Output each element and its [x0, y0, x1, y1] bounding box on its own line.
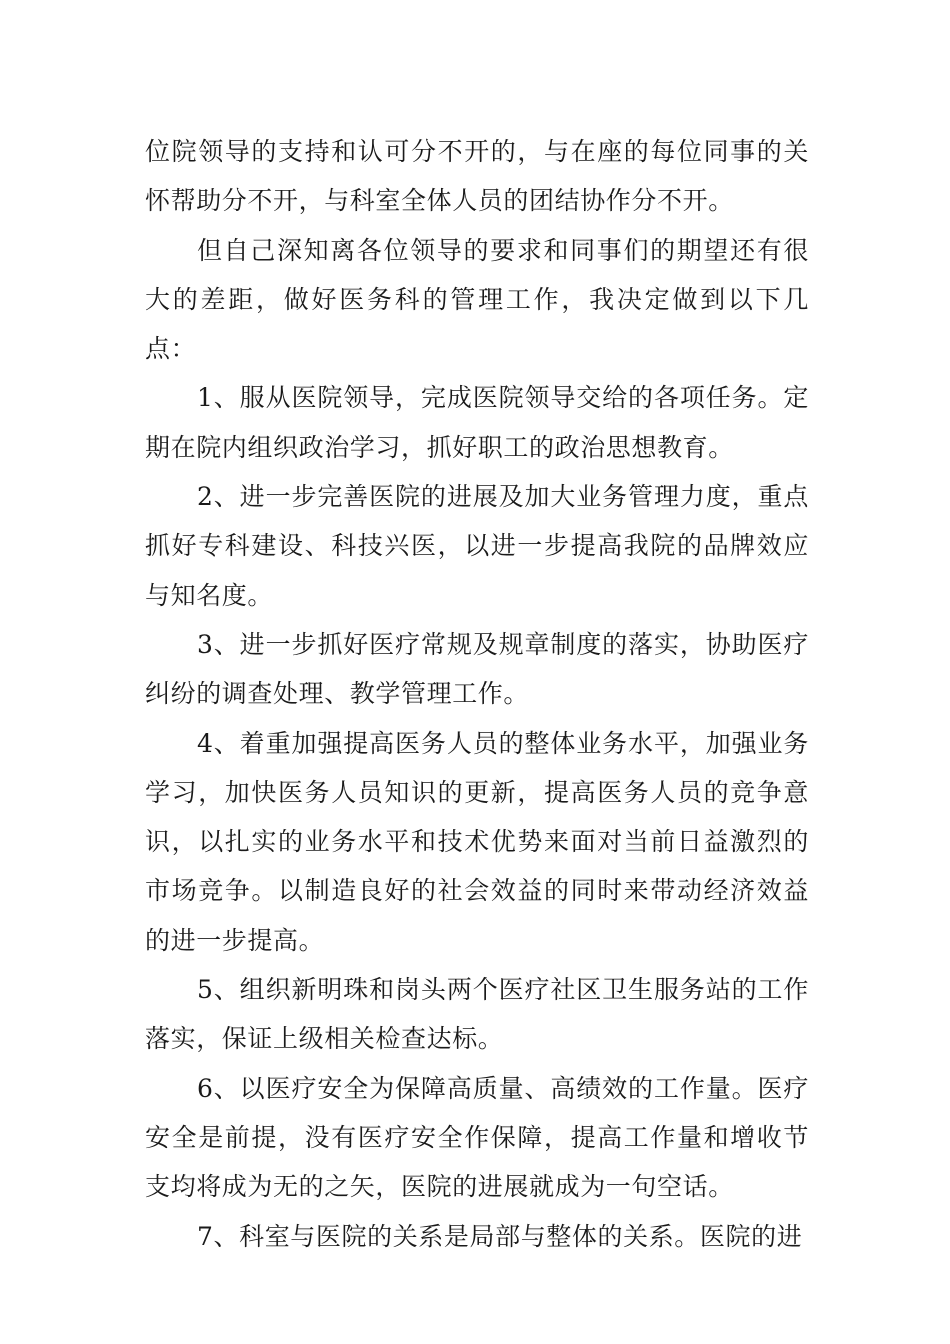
paragraph-item-1: 1、服从医院领导，完成医院领导交给的各项任务。定期在院内组织政治学习，抓好职工的政治思想教育。: [145, 383, 809, 462]
paragraph-item-3: 3、进一步抓好医疗常规及规章制度的落实，协助医疗纠纷的调查处理、教学管理工作。: [145, 629, 809, 709]
paragraph-item-2: 2、进一步完善医院的进展及加大业务管理力度，重点抓好专科建设、科技兴医，以进一步提高我院的品牌效应与知名度。: [145, 482, 809, 610]
paragraph-item-6: 6、以医疗安全为保障高质量、高绩效的工作量。医疗安全是前提，没有医疗安全作保障，提高工作量和增收节支均将成为无的之矢，医院的进展就成为一句空话。: [145, 1073, 809, 1202]
paragraph-intro: 但自己深知离各位领导的要求和同事们的期望还有很大的差距，做好医务科的管理工作，我决定做到以下几点：: [145, 235, 809, 364]
document-body: [145, 127, 809, 1261]
paragraph-item-7: 7、科室与医院的关系是局部与整体的关系。医院的进: [197, 1221, 803, 1251]
paragraph-item-4: 4、着重加强提高医务人员的整体业务水平，加强业务学习，加快医务人员知识的更新，提高医务人员的竞争意识，以扎实的业务水平和技术优势来面对当前日益激烈的市场竞争。以制造良好的社会效益的同时来带动经济效益的进一步提高。: [145, 728, 809, 955]
paragraph-item-5: 5、组织新明珠和岗头两个医疗社区卫生服务站的工作落实，保证上级相关检查达标。: [145, 975, 809, 1054]
paragraph-continuation: 位院领导的支持和认可分不开的，与在座的每位同事的关怀帮助分不开，与科室全体人员的团结协作分不开。: [145, 137, 809, 216]
